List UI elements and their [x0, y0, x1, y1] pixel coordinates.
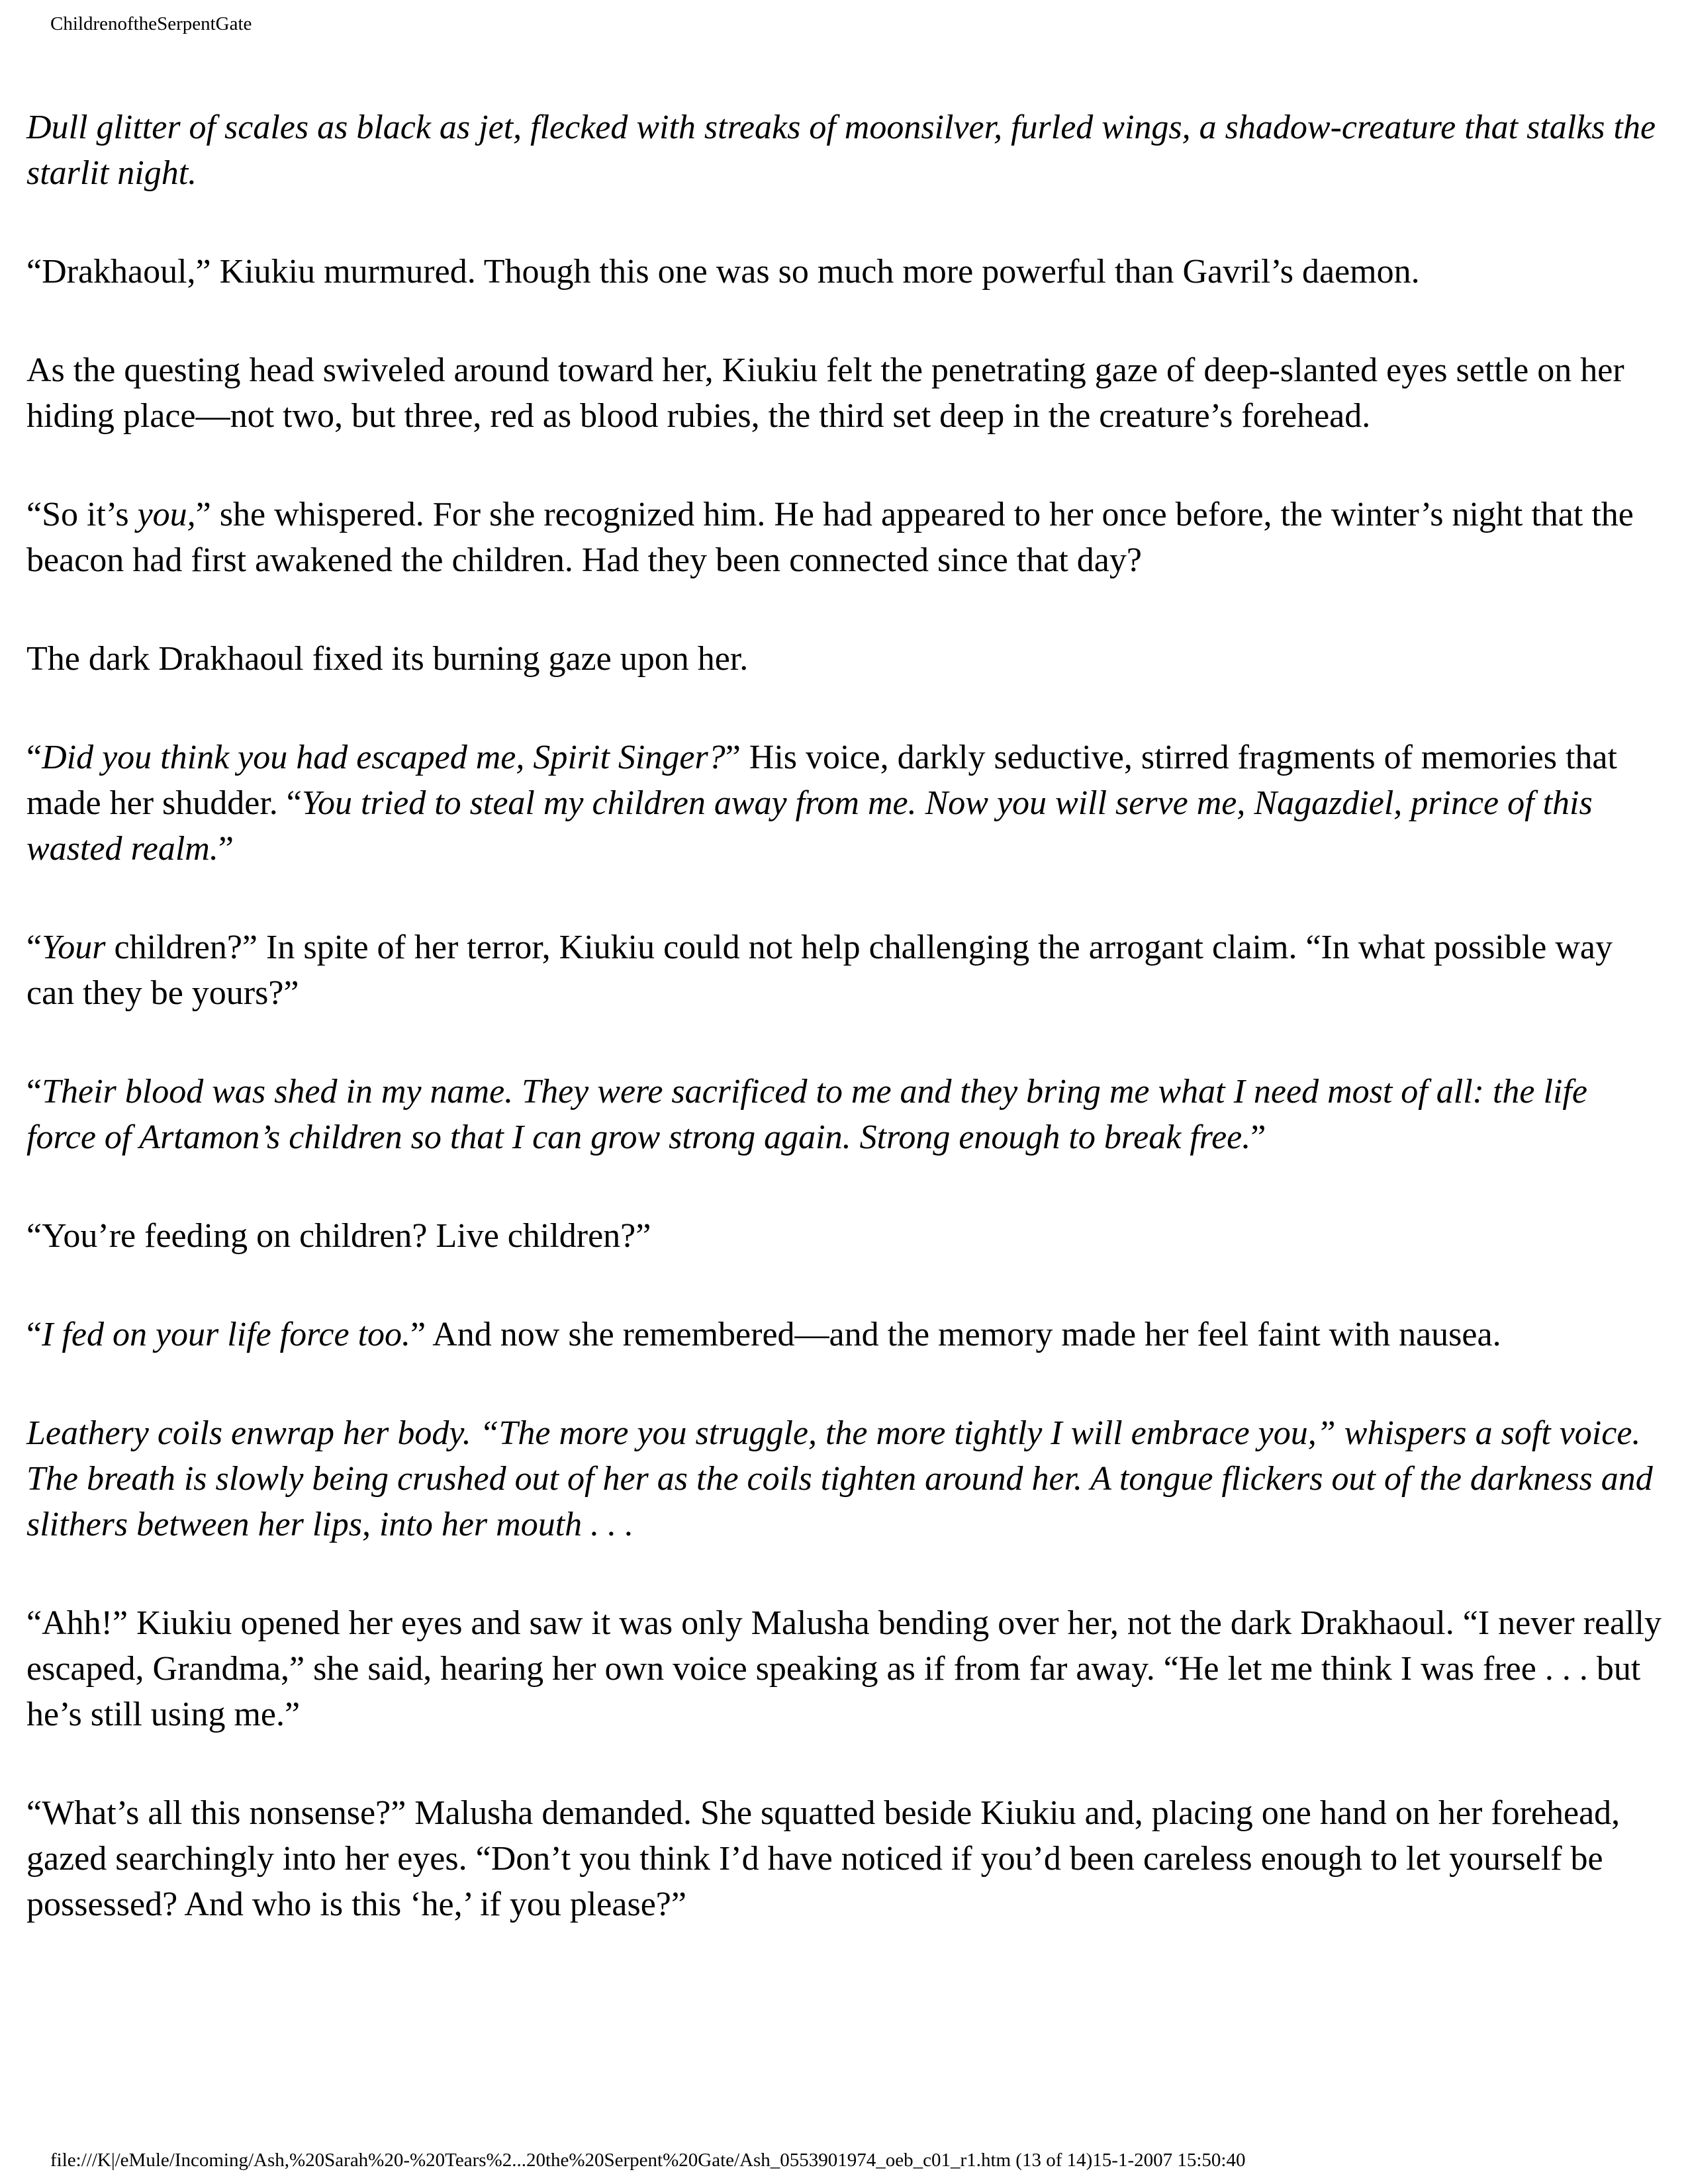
book-text — [26, 105, 1665, 1927]
text-span: “ — [26, 1316, 42, 1353]
text-span: “You’re feeding on children? Live children?” — [26, 1217, 651, 1255]
paragraph-7 — [26, 925, 1665, 1016]
italic-span: Their blood was shed in my name. They were sacrificed to me and they bring me what I need most of all: the life force of Artamon’s children so that I can grow strong again. Strong enough to break free. — [26, 1073, 1587, 1156]
paragraph-13 — [26, 1790, 1665, 1927]
text-span: ” she whispered. For she recognized him. He had appeared to her once before, the winter’s night that the beacon had first awakened the children. Had they been connected since that day? — [26, 496, 1634, 579]
paragraph-8 — [26, 1069, 1665, 1160]
paragraph-9 — [26, 1213, 1665, 1259]
paragraph-6 — [26, 735, 1665, 872]
paragraph-11 — [26, 1410, 1665, 1547]
italic-span: you, — [137, 496, 196, 533]
page-footer-file-path: file:///K|/eMule/Incoming/Ash,%20Sarah%20-%20Tears%2...20the%20Serpent%20Gate/Ash_0553901974_oeb_c01_r1.htm (13 of 14)15-1-2007 15:50:40 — [50, 2150, 1246, 2171]
text-span: “ — [26, 739, 42, 776]
page-header: ChildrenoftheSerpentGate — [50, 13, 252, 34]
text-span: As the questing head swiveled around toward her, Kiukiu felt the penetrating gaze of deep-slanted eyes settle on her hiding place—not two, but three, red as blood rubies, the third set deep in the creature’s forehead. — [26, 351, 1624, 435]
paragraph-1 — [26, 105, 1665, 196]
text-span: “Drakhaoul,” Kiukiu murmured. Though this one was so much more powerful than Gavril’s daemon. — [26, 253, 1420, 291]
paragraph-4 — [26, 492, 1665, 583]
text-span: ” — [1250, 1118, 1266, 1156]
text-span: ” — [218, 830, 234, 868]
paragraph-2 — [26, 249, 1665, 295]
italic-span: Leathery coils enwrap her body. “The more you struggle, the more tightly I will embrace you,” whispers a soft voice. The breath is slowly being crushed out of her as the coils tighten around her. A tongue flickers out of the darkness and slithers between her lips, into her mouth . . . — [26, 1414, 1653, 1543]
text-span: “What’s all this nonsense?” Malusha demanded. She squatted beside Kiukiu and, placing one hand on her forehead, gazed searchingly into her eyes. “Don’t you think I’d have noticed if you’d been careless enough to let yourself be possessed? And who is this ‘he,’ if you please?” — [26, 1794, 1620, 1923]
text-span: “ — [26, 1073, 42, 1111]
italic-span: You tried to steal my children away from me. Now you will serve me, Nagazdiel, prince of this wasted realm. — [26, 784, 1593, 868]
text-span: children?” In spite of her terror, Kiukiu could not help challenging the arrogant claim. “In what possible way can they be yours?” — [26, 929, 1613, 1012]
paragraph-5 — [26, 636, 1665, 682]
text-span: “Ahh!” Kiukiu opened her eyes and saw it was only Malusha bending over her, not the dark Drakhaoul. “I never really escaped, Grandma,” she said, hearing her own voice speaking as if from far away. “He let me think I was free . . . but he’s still using me.” — [26, 1604, 1662, 1733]
paragraph-3 — [26, 347, 1665, 439]
text-span: Dull glitter of scales as black as jet, flecked with streaks of moonsilver, furled wings, a shadow-creature that stalks the starlit night. — [26, 109, 1656, 192]
text-span: ” And now she remembered—and the memory made her feel faint with nausea. — [410, 1316, 1501, 1353]
italic-span: Did you think you had escaped me, Spirit Singer? — [42, 739, 726, 776]
text-span: “ — [26, 929, 42, 966]
paragraph-10 — [26, 1312, 1665, 1357]
text-span: The dark Drakhaoul fixed its burning gaze upon her. — [26, 640, 749, 678]
italic-span: I fed on your life force too. — [42, 1316, 411, 1353]
paragraph-12 — [26, 1600, 1665, 1737]
text-span: “So it’s — [26, 496, 138, 533]
text-span: ” His voice, darkly seductive, stirred fragments of memories that made her shudder. “ — [26, 739, 1617, 822]
italic-span: Your — [42, 929, 106, 966]
